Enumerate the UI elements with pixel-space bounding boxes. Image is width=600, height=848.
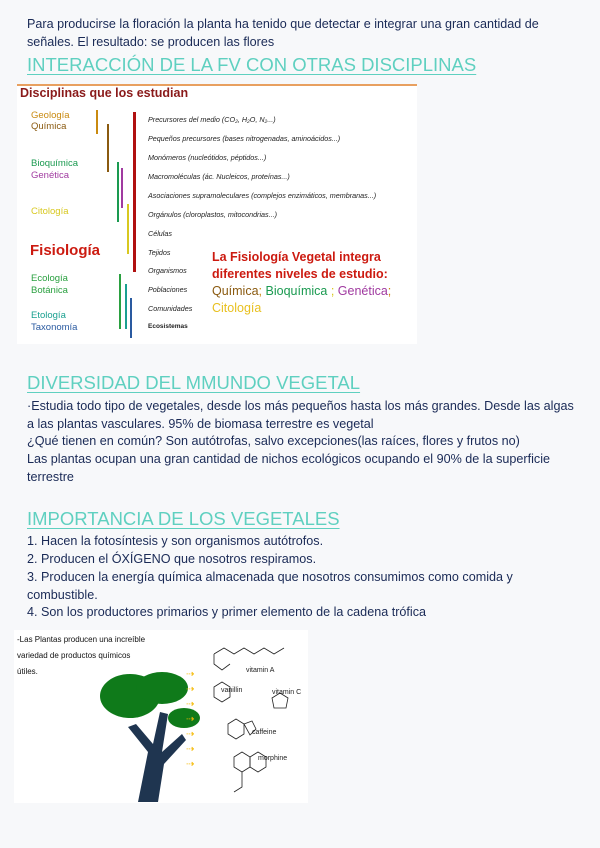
range-bar-taxonomia [130,298,132,338]
note-bioquimica: Bioquímica [265,284,328,298]
discipline-botanica: Botánica [31,285,68,296]
note-sep-1: ; [258,284,266,298]
level-10: Comunidades [148,304,193,313]
caption-line-2: variedad de productos químicos [17,651,131,660]
compound-caffeine: caffeine [252,729,277,736]
importance-item-2: 2. Producen el ÓXÍGENO que nosotros respiramos. [27,552,317,566]
level-7: Tejidos [148,248,171,257]
arrow-icon: ⇢ [186,744,195,755]
diversity-paragraph-2: ¿Qué tienen en común? Son autótrofas, salvo excepciones(las raíces, flores y frutos no) [27,434,520,448]
level-9: Poblaciones [148,285,188,294]
arrow-icon: ⇢ [186,759,195,770]
arrow-icon: ⇢ [186,669,195,680]
range-bar-citologia [127,204,129,254]
disciplines-figure [17,84,417,344]
diversity-paragraph-3: Las plantas ocupan una gran cantidad de nichos ecológicos ocupando el 90% de la superficie terrestre [27,452,551,484]
intro-text: Para producirse la floración la planta ha tenido que detectar e integrar una gran cantidad de señales. El resultado: se producen las flores [27,17,539,49]
discipline-bioquimica: Bioquímica [31,158,78,169]
arrow-icon: ⇢ [186,729,195,740]
molecule-structures-icon [204,632,304,802]
note-sep-2: ; [327,284,338,298]
compound-vanillin: vanillin [221,687,243,694]
discipline-etologia: Etología [31,310,66,321]
range-bar-geologia [96,110,98,134]
level-2: Monómeros (nucleótidos, péptidos...) [148,153,267,162]
discipline-ecologia: Ecología [31,273,68,284]
arrow-icon: ⇢ [186,699,195,710]
level-1: Pequeños precursores (bases nitrogenadas, aminoácidos...) [148,134,341,143]
discipline-quimica: Química [31,121,67,132]
importance-item-3: 3. Producen la energía química almacenada que nosotros consumimos como comida y combustible. [27,570,513,602]
range-bar-fisiologia [133,112,136,272]
note-quimica: Química [212,284,259,298]
discipline-fisiologia: Fisiología [30,242,101,259]
range-bar-bioquimica [117,162,119,222]
integration-note-items [212,283,391,317]
range-bar-quimica [107,124,109,172]
importance-item-4: 4. Son los productores primarios y primer elemento de la cadena trófica [27,605,426,619]
section-title-importancia: IMPORTANCIA DE LOS VEGETALES [27,508,340,529]
arrow-icon: ⇢ [186,684,195,695]
range-bar-etologia [125,284,127,329]
note-genetica: Genética [337,284,388,298]
level-0: Precursores del medio (CO₂, H₂O, N₂...) [148,115,276,124]
compound-vitamin-a: vitamin A [246,667,275,674]
importance-item-1: 1. Hacen la fotosíntesis y son organismos autótrofos. [27,534,324,548]
level-3: Macromoléculas (ác. Nucleicos, proteínas...) [148,172,290,181]
section-title-interaccion: INTERACCIÓN DE LA FV CON OTRAS DISCIPLINAS [27,54,477,75]
discipline-geologia: Geología [31,110,70,121]
tree-illustration [98,669,218,802]
diversity-paragraph-1: ·Estudia todo tipo de vegetales, desde los más pequeños hasta los más grandes. Desde las algas a las plantas vasculares. 95% de biomasa terrestre es vegetal [27,399,574,431]
section-title-diversidad: DIVERSIDAD DEL MMUNDO VEGETAL [27,372,361,393]
arrow-icon: ⇢ [186,714,195,725]
discipline-genetica: Genética [31,170,70,181]
level-5: Orgánulos (cloroplastos, mitocondrias...) [148,210,278,219]
integration-note: La Fisiología Vegetal integra diferentes niveles de estudio: [212,250,388,281]
level-11: Ecosistemas [148,323,188,330]
range-bar-genetica [121,168,123,208]
level-6: Células [148,229,172,238]
figure-title: Disciplinas que los estudian [20,86,189,100]
level-4: Asociaciones supramoleculares (complejos enzimáticos, membranas...) [148,191,377,200]
compound-morphine: morphine [258,755,288,762]
range-bar-ecologia [119,274,121,329]
compound-vitamin-c: vitamin C [272,689,302,696]
plant-chemicals-figure [14,630,308,803]
note-sep-3: ; [387,284,392,298]
discipline-taxonomia: Taxonomía [31,322,78,333]
level-8: Organismos [148,266,187,275]
caption-line-1: -Las Plantas producen una increíble [17,635,146,644]
discipline-citologia: Citología [31,206,69,217]
caption-line-3: útiles. [17,667,38,676]
note-citologia: Citología [212,301,262,315]
